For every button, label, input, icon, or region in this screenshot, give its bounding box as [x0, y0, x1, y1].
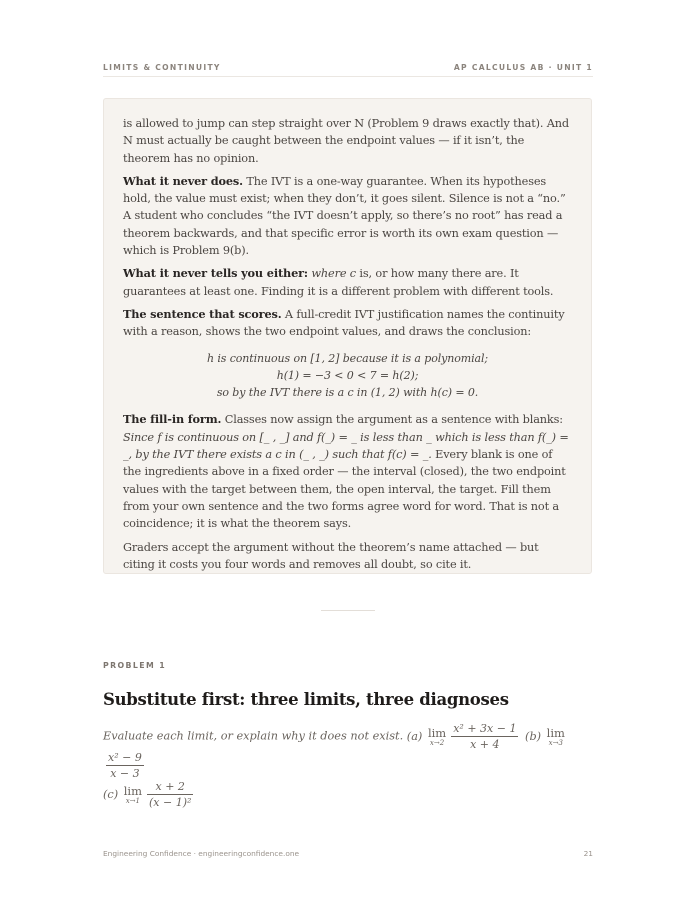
- limit-operator: lim x→1: [123, 783, 143, 805]
- limit-operator: lim x→3: [546, 725, 565, 747]
- footer-publisher: Engineering Confidence · engineeringconfidence.one: [103, 849, 300, 858]
- header-section: LIMITS & CONTINUITY: [103, 63, 221, 72]
- limit-operator: lim x→2: [427, 725, 447, 747]
- part-c: (c) lim x→1 $\frac{x + 2}{\text{(x − 1)²}}$: [103, 780, 192, 809]
- section-divider: [321, 610, 375, 611]
- header-course: AP CALCULUS AB · UNIT 1: [453, 63, 593, 72]
- problem-statement: [103, 722, 598, 809]
- callout-paragraph-2: What it never does. The IVT is a one-way guarantee. When its hypotheses hold, the value must exist; when they don’t, it goes silent. Silence is not a “no.” A student who concludes “the IVT doesn’t apply, so there’s no root” has read a theorem backwards, and that specific error is worth its own exam question — which is Problem 9(b).: [123, 173, 566, 258]
- model-justification: [123, 350, 572, 402]
- fraction: $\frac{x + 2}{\text{(x − 1)²}}$: [149, 780, 192, 809]
- running-header: [103, 60, 593, 77]
- problem-intro: Evaluate each limit, or explain why it does not exist.: [103, 729, 404, 743]
- fraction: $\frac{\text{x² − 9}}{x - 3}$: [108, 751, 142, 780]
- problem-label: PROBLEM 1: [103, 661, 167, 670]
- callout-paragraph-3: What it never tells you either: where c is, or how many there are. It guarantees at least one. Finding it is a different problem with different tools.: [123, 266, 554, 298]
- callout-paragraph-6: Graders accept the argument without the theorem’s name attached — but citing it costs you four words and removes all doubt, so cite it.: [123, 540, 539, 571]
- part-b: (b) lim x→3 $\frac{\text{x² − 9}}{x - 3}$: [108, 725, 565, 780]
- ivt-callout-box: [103, 98, 592, 574]
- justification-line-3: so by the IVT there is a c in (1, 2) with h(c) = 0.: [216, 386, 479, 400]
- fraction: $\frac{\text{x² + 3x − 1}}{x + 4}$: [453, 722, 517, 751]
- justification-line-1: h is continuous on [1, 2] because it is a polynomial;: [206, 351, 489, 365]
- problem-title: Substitute first: three limits, three diagnoses: [103, 690, 509, 709]
- callout-paragraph-4: The sentence that scores. A full-credit IVT justification names the continuity with a reason, shows the two endpoint values, and draws the conclusion:: [123, 306, 565, 339]
- callout-paragraph-1: is allowed to jump can step straight over N (Problem 9 draws exactly that). And N must actually be caught between the endpoint values — if it isn’t, the theorem has no opinion.: [123, 117, 570, 165]
- page-number: 21: [583, 849, 593, 858]
- justification-line-2: h(1) = −3 < 0 < 7 = h(2);: [276, 368, 419, 382]
- callout-paragraph-5: The fill-in form. Classes now assign the argument as a sentence with blanks: Since f is continuous on [_ , _] and f(_) = _ is less than _ which is less than f(_) = _, by the IVT there exists a c in (_ , _) such that f(c) = _. Every blank is one of the ingredients above in a fixed order — the interval (closed), the two endpoint values with the target between them, the open interval, the target. Fill them from your own sentence and the two forms agree word for word. That is not a coincidence; it is what the theorem says.: [123, 412, 569, 531]
- part-a: (a) lim x→2 $\frac{\text{x² + 3x − 1}}{x + 4}$: [406, 722, 517, 751]
